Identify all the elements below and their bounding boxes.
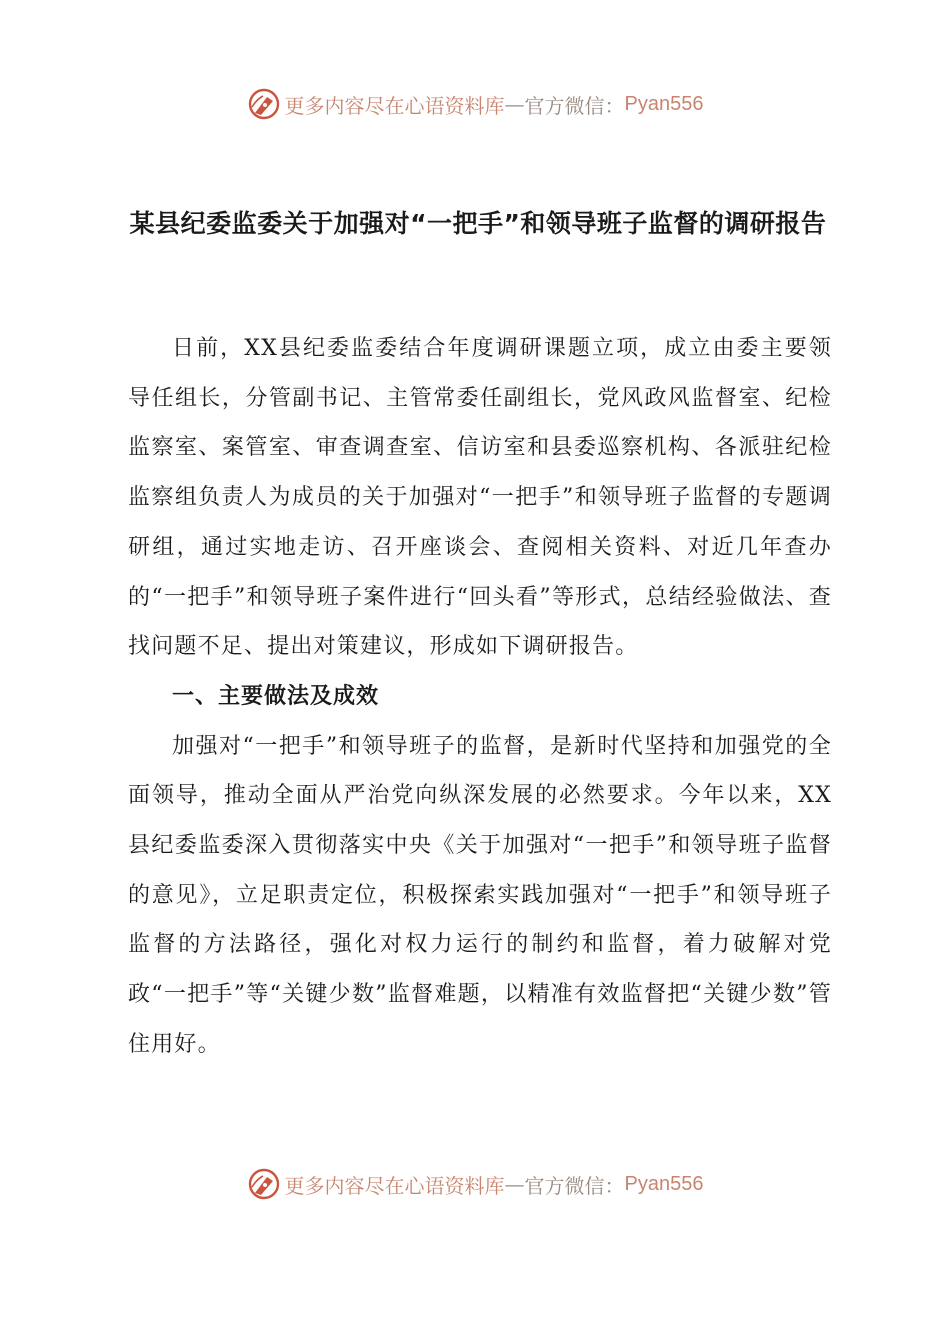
document-title: 某县纪委监委关于加强对“一把手”和领导班子监督的调研报告 xyxy=(129,209,827,238)
intro-paragraph: 日前，XX县纪委监委结合年度调研课题立项，成立由委主要领导任组长，分管副书记、主管常委任副组长，党风政风监督室、纪检监察室、案管室、审查调查室、信访室和县委巡察机构、各派驻纪检监察组负责人为成员的关于加强对“一把手”和领导班子监督的专题调研组，通过实地走访、召开座谈会、查阅相关资料、对近几年查办的“一把手”和领导班子案件进行“回头看”等形式，总结经验做法、查找问题不足、提出对策建议，形成如下调研报告。 xyxy=(128,336,832,660)
pen-nib-circle-icon xyxy=(247,87,281,121)
watermark-label: 官方微信： xyxy=(524,1173,625,1198)
watermark-id: Pyan556 xyxy=(624,92,704,115)
watermark-text: 更多内容尽在心语资料库 xyxy=(284,1173,505,1198)
pen-nib-circle-icon xyxy=(247,1167,281,1201)
header-watermark xyxy=(0,82,950,126)
footer-watermark xyxy=(0,1162,950,1206)
section-paragraph: 加强对“一把手”和领导班子的监督，是新时代坚持和加强党的全面领导，推动全面从严治党向纵深发展的必然要求。今年以来，XX县纪委监委深入贯彻落实中央《关于加强对“一把手”和领导班子监督的意见》，立足职责定位，积极探索实践加强对“一把手”和领导班子监督的方法路径，强化对权力运行的制约和监督，着力破解对党政“一把手”等“关键少数”监督难题，以精准有效监督把“关键少数”管住用好。 xyxy=(128,733,832,1057)
watermark-separator: — xyxy=(504,92,525,116)
document-body xyxy=(128,324,832,1070)
watermark-label: 官方微信： xyxy=(524,93,625,118)
watermark-separator: — xyxy=(504,1172,525,1196)
section-heading: 一、主要做法及成效 xyxy=(172,683,380,709)
watermark-id: Pyan556 xyxy=(624,1172,704,1195)
watermark-text: 更多内容尽在心语资料库 xyxy=(284,93,505,118)
